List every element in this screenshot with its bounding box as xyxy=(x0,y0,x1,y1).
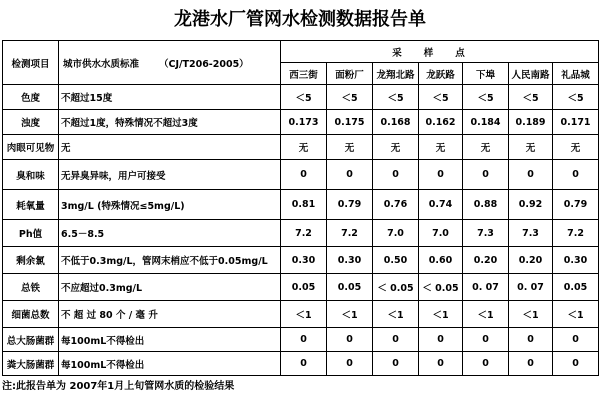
row-value: 0.79 xyxy=(327,190,373,220)
row-value: 无 xyxy=(373,135,419,160)
row-value: 0.50 xyxy=(373,247,419,274)
row-value: ＜1 xyxy=(419,301,463,328)
table-row xyxy=(3,85,599,110)
row-value: ＜5 xyxy=(509,85,553,110)
row-value: ＜1 xyxy=(509,301,553,328)
row-value: 0 xyxy=(281,328,327,352)
header-standard xyxy=(59,41,281,85)
row-value: 0.184 xyxy=(463,110,509,135)
row-value: ＜5 xyxy=(281,85,327,110)
header-standard-code: （CJ/T206-2005） xyxy=(159,58,249,70)
row-value: 0.92 xyxy=(509,190,553,220)
row-value: 7.3 xyxy=(509,220,553,247)
row-value: 0.74 xyxy=(419,190,463,220)
row-standard: 不应超过0.3mg/L xyxy=(59,274,281,301)
row-value: 无 xyxy=(553,135,599,160)
row-value: 0 xyxy=(553,328,599,352)
row-value: ＜1 xyxy=(327,301,373,328)
row-value: 0 xyxy=(327,160,373,190)
row-value: 0 xyxy=(281,160,327,190)
row-value: 0. 07 xyxy=(509,274,553,301)
row-item-name: 耗氧量 xyxy=(3,190,59,220)
row-value: 0.162 xyxy=(419,110,463,135)
row-item-name: 浊度 xyxy=(3,110,59,135)
header-standard-name: 城市供水水质标准 xyxy=(63,58,140,70)
row-value: 0 xyxy=(463,160,509,190)
table-row xyxy=(3,247,599,274)
table-body xyxy=(3,85,599,376)
header-site: 龙翔北路 xyxy=(373,63,419,85)
row-item-name: 粪大肠菌群 xyxy=(3,352,59,376)
row-value: ＜1 xyxy=(281,301,327,328)
row-value: 0.168 xyxy=(373,110,419,135)
row-value: 0.173 xyxy=(281,110,327,135)
row-standard: 不低于0.3mg/L，管网末梢应不低于0.05mg/L xyxy=(59,247,281,274)
row-value: 0.79 xyxy=(553,190,599,220)
row-value: 0 xyxy=(419,328,463,352)
row-value: 0 xyxy=(509,160,553,190)
row-value: 7.0 xyxy=(373,220,419,247)
report-footnote: 注:此报告单为 2007年1月上旬管网水质的检验结果 xyxy=(2,381,235,392)
row-value: 无 xyxy=(509,135,553,160)
row-value: ＜5 xyxy=(419,85,463,110)
row-value: 0.171 xyxy=(553,110,599,135)
header-sampling-points: 采样点 xyxy=(281,41,599,63)
table-row xyxy=(3,301,599,328)
row-value: 7.3 xyxy=(463,220,509,247)
row-item-name: 细菌总数 xyxy=(3,301,59,328)
row-value: 0.20 xyxy=(509,247,553,274)
table-row xyxy=(3,352,599,376)
row-value: ＜ 0.05 xyxy=(373,274,419,301)
table-row xyxy=(3,190,599,220)
row-value: 无 xyxy=(281,135,327,160)
row-standard: 无异臭异味，用户可接受 xyxy=(59,160,281,190)
row-value: 0 xyxy=(327,352,373,376)
row-item-name: 剩余氯 xyxy=(3,247,59,274)
table-row xyxy=(3,135,599,160)
row-value: ＜5 xyxy=(373,85,419,110)
row-item-name: Ph值 xyxy=(3,220,59,247)
report-title: 龙港水厂管网水检测数据报告单 xyxy=(174,9,426,30)
row-value: 无 xyxy=(327,135,373,160)
row-value: ＜5 xyxy=(553,85,599,110)
header-site: 礼品城 xyxy=(553,63,599,85)
row-value: 0. 07 xyxy=(463,274,509,301)
row-value: 0.189 xyxy=(509,110,553,135)
header-row-1 xyxy=(3,41,599,63)
row-value: 0.60 xyxy=(419,247,463,274)
row-value: 7.2 xyxy=(553,220,599,247)
row-value: 0.88 xyxy=(463,190,509,220)
header-site: 面粉厂 xyxy=(327,63,373,85)
row-value: 0.175 xyxy=(327,110,373,135)
row-value: 0.81 xyxy=(281,190,327,220)
row-value: 0.30 xyxy=(553,247,599,274)
row-value: 0.05 xyxy=(553,274,599,301)
row-value: 无 xyxy=(419,135,463,160)
row-value: 0 xyxy=(463,352,509,376)
row-standard: 无 xyxy=(59,135,281,160)
row-standard: 不超过1度，特殊情况不超过3度 xyxy=(59,110,281,135)
row-value: 0.76 xyxy=(373,190,419,220)
header-site: 人民南路 xyxy=(509,63,553,85)
row-value: 0 xyxy=(553,160,599,190)
row-value: 0.30 xyxy=(281,247,327,274)
row-value: 0 xyxy=(553,352,599,376)
header-item: 检测项目 xyxy=(3,41,59,85)
row-standard: 6.5－8.5 xyxy=(59,220,281,247)
row-value: ＜5 xyxy=(327,85,373,110)
row-value: 0.05 xyxy=(281,274,327,301)
row-value: 0.30 xyxy=(327,247,373,274)
row-value: 0.20 xyxy=(463,247,509,274)
row-standard: 不 超 过 80 个 / 毫 升 xyxy=(59,301,281,328)
row-value: 0 xyxy=(463,328,509,352)
table-row xyxy=(3,274,599,301)
row-value: 0 xyxy=(419,160,463,190)
row-standard: 3mg/L (特殊情况≤5mg/L) xyxy=(59,190,281,220)
row-value: 7.2 xyxy=(327,220,373,247)
header-site: 龙跃路 xyxy=(419,63,463,85)
row-standard: 每100mL不得检出 xyxy=(59,328,281,352)
row-item-name: 总铁 xyxy=(3,274,59,301)
water-quality-table xyxy=(2,40,599,376)
header-site: 下埠 xyxy=(463,63,509,85)
row-value: 7.2 xyxy=(281,220,327,247)
row-item-name: 臭和味 xyxy=(3,160,59,190)
row-value: 0.05 xyxy=(327,274,373,301)
row-value: ＜1 xyxy=(463,301,509,328)
row-value: 0 xyxy=(281,352,327,376)
header-site: 西三街 xyxy=(281,63,327,85)
table-row xyxy=(3,160,599,190)
row-item-name: 肉眼可见物 xyxy=(3,135,59,160)
row-value: 0 xyxy=(419,352,463,376)
row-value: ＜1 xyxy=(553,301,599,328)
row-value: ＜1 xyxy=(373,301,419,328)
row-value: 无 xyxy=(463,135,509,160)
row-value: ＜5 xyxy=(463,85,509,110)
row-value: 0 xyxy=(509,328,553,352)
row-value: 0 xyxy=(373,328,419,352)
row-standard: 不超过15度 xyxy=(59,85,281,110)
row-item-name: 总大肠菌群 xyxy=(3,328,59,352)
table-row xyxy=(3,110,599,135)
row-standard: 每100mL不得检出 xyxy=(59,352,281,376)
row-value: 7.0 xyxy=(419,220,463,247)
row-value: 0 xyxy=(327,328,373,352)
row-value: 0 xyxy=(373,352,419,376)
table-row xyxy=(3,328,599,352)
row-value: ＜ 0.05 xyxy=(419,274,463,301)
row-item-name: 色度 xyxy=(3,85,59,110)
table-row xyxy=(3,220,599,247)
row-value: 0 xyxy=(373,160,419,190)
row-value: 0 xyxy=(509,352,553,376)
